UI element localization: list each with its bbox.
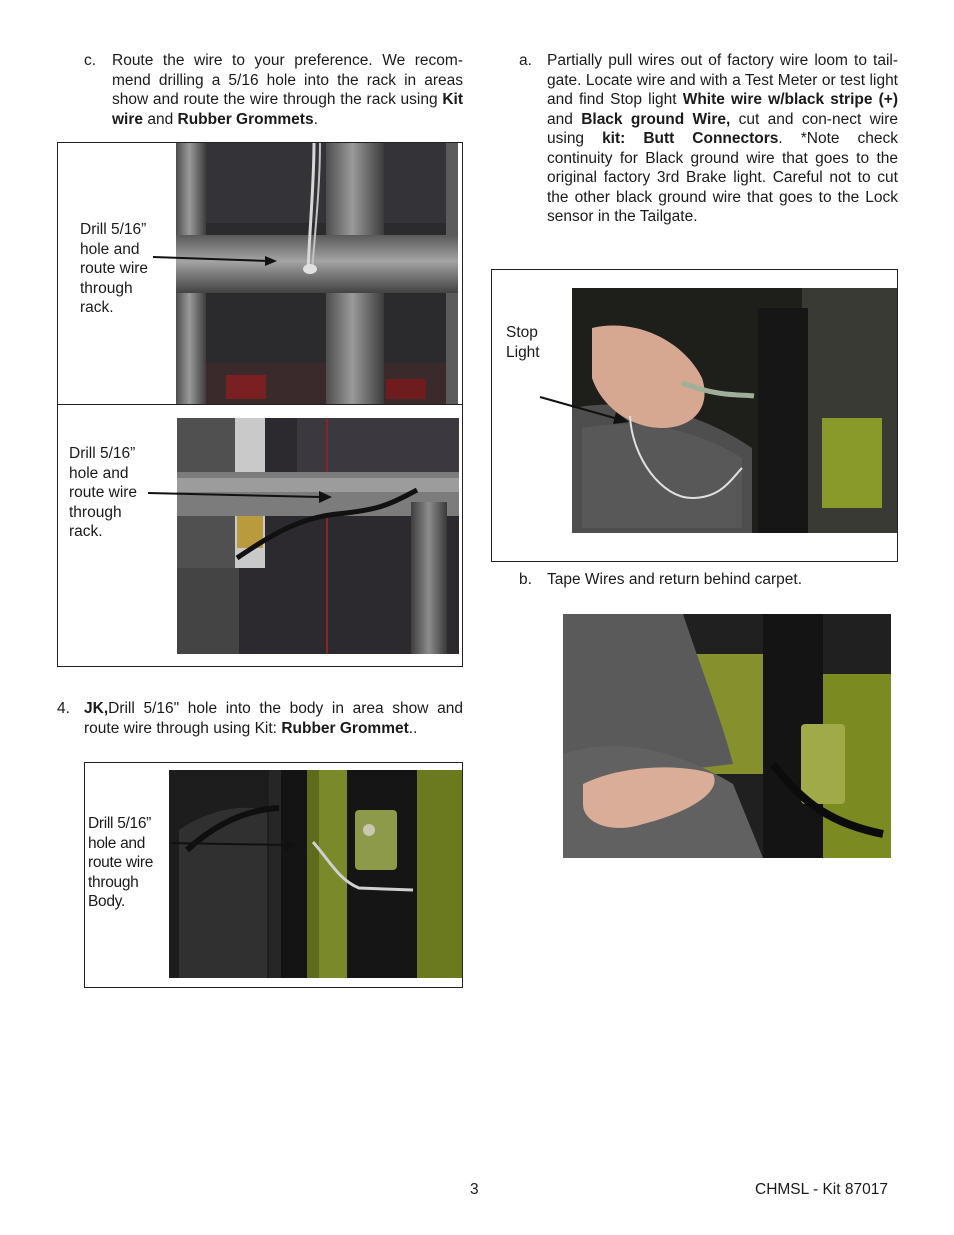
figure-4-pointer-arrow: [540, 397, 630, 425]
carpet-return-photo: [563, 614, 891, 858]
rack-crossbar-photo: [176, 143, 458, 405]
figure-3-pointer-arrow: [171, 839, 299, 851]
step-c-marker: c.: [84, 52, 97, 69]
figure-2-caption: Drill 5/16” hole and route wire through rack.: [69, 445, 138, 540]
kit-label: CHMSL - Kit 87017: [755, 1181, 888, 1198]
figure-1-caption: Drill 5/16” hole and route wire through rack.: [80, 221, 149, 316]
figure-1-frame: [57, 142, 463, 405]
step-4-marker: 4.: [57, 700, 70, 717]
step-4-text: JK,Drill 5/16" hole into the body in area show and route wire through using Kit: Rubber Grommet..: [84, 700, 463, 737]
step-c-text: Route the wire to your preference. We recom-mend drilling a 5/16 hole into the rack in areas show and route the wire through the rack using Kit wire and Rubber Grommets.: [112, 52, 463, 128]
figure-3-caption: Drill 5/16” hole and route wire through Body.: [88, 815, 154, 910]
step-a-marker: a.: [519, 52, 532, 69]
figure-2-frame: [57, 404, 463, 667]
figure-3-frame: [84, 762, 463, 988]
body-panel-photo: [169, 770, 462, 978]
rack-side-photo: [177, 418, 459, 654]
figure-2-pointer-arrow: [148, 489, 333, 503]
step-b-text: Tape Wires and return behind carpet.: [547, 571, 803, 588]
figure-1-pointer-arrow: [153, 255, 278, 265]
page-number: 3: [470, 1181, 479, 1198]
step-a-text: Partially pull wires out of factory wire loom to tail-gate. Locate wire and with a Test Meter or test light and find Stop light White wire w/black stripe (+) and Black ground Wire, cut and con-nect wire using kit: Butt Connectors. *Note check continuity for Black ground wire that goes to the original factory 3rd Brake light. Careful not to cut the other black ground wire that goes to the Lock sensor in the Tailgate.: [547, 52, 899, 225]
step-b-marker: b.: [519, 571, 532, 588]
figure-4-caption: Stop Light: [506, 324, 540, 361]
figure-4-frame: [491, 269, 898, 562]
